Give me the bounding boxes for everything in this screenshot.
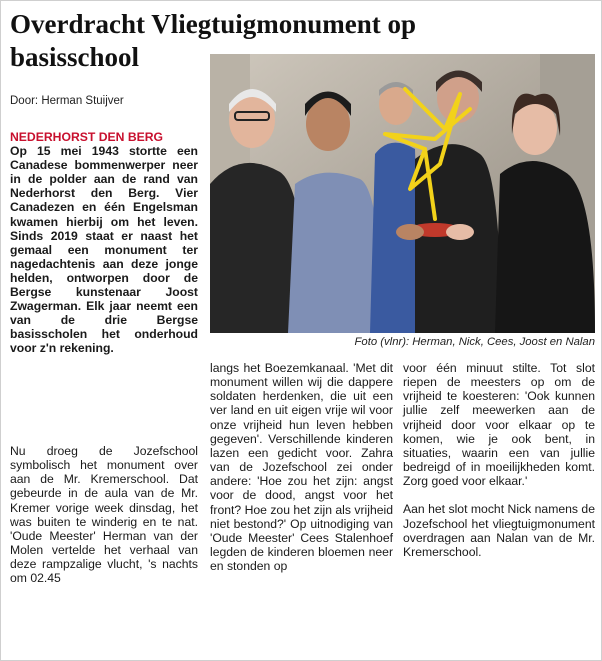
group-photo-image <box>210 54 595 333</box>
lead-paragraph <box>10 130 198 356</box>
article-headline <box>10 8 416 74</box>
body-paragraph: Nu droeg de Jozefschool symbolisch het monument over aan de Mr. Kremerschool. Dat gebeurde in de aula van de Mr. Kremer vorige week dinsdag, het was buiten te winderig en te nat. 'Oude Meester' Herman van der Molen vertelde het verhaal van deze rampzalige vlucht, 's nachts om 02.45 <box>10 444 198 586</box>
body-paragraph: Aan het slot mocht Nick namens de Jozefschool het vliegtuigmonument overdragen aan Nalan van de Mr. Kremerschool. <box>403 502 595 559</box>
body-column-2 <box>210 361 393 573</box>
article-photo <box>210 54 595 333</box>
body-paragraph: langs het Boezemkanaal. 'Met dit monument willen wij die dappere soldaten herdenken, die uit een ver land en uit eigen vrije wil voor onze vrijheid hun leven hebben gegeven'. Verschillende kinderen lazen een gedicht voor. Zahra van de Jozefschool zei onder andere: 'Hoe zou het zijn: angst voor de dood, angst voor het front? Hoe zou het zijn als vrijheid niet bestond?' Op uitnodiging van 'Oude Meester' Cees Stalenhoef legden de kinderen bloemen neer en stonden op <box>210 361 393 574</box>
body-column-3 <box>403 361 595 559</box>
headline-line-2: basisschool <box>10 42 140 72</box>
photo-caption: Foto (vlnr): Herman, Nick, Cees, Joost en Nalan <box>354 336 595 348</box>
dateline: NEDERHORST DEN BERG <box>10 130 164 144</box>
lead-text: Op 15 mei 1943 stortte een Canadese bommenwerper neer in de polder aan de rand van Nederhorst den Berg. Vier Canadezen en één Engelsman kwamen hierbij om het leven. Sinds 2019 staat er naast het gemaal een monument ter nagedachtenis aan deze jonge helden, ontworpen door de Bergse kunstenaar Joost Zwagerman. Elk jaar neemt een van de drie Bergse basisscholen het onderhoud voor z'n rekening. <box>10 144 198 356</box>
byline: Door: Herman Stuijver <box>10 95 124 107</box>
body-column-1 <box>10 444 198 586</box>
body-paragraph: voor één minuut stilte. Tot slot riepen de meesters op om de vrijheid te koesteren: 'Ook kunnen jullie zelf meewerken aan de vrijheid door voor elkaar op te komen, wie je ook bent, in situaties, waarin een van jullie bedreigd of in moeilijkheden komt. Zorg goed voor elkaar.' <box>403 361 595 489</box>
headline-line-1: Overdracht Vliegtuigmonument op <box>10 9 416 39</box>
